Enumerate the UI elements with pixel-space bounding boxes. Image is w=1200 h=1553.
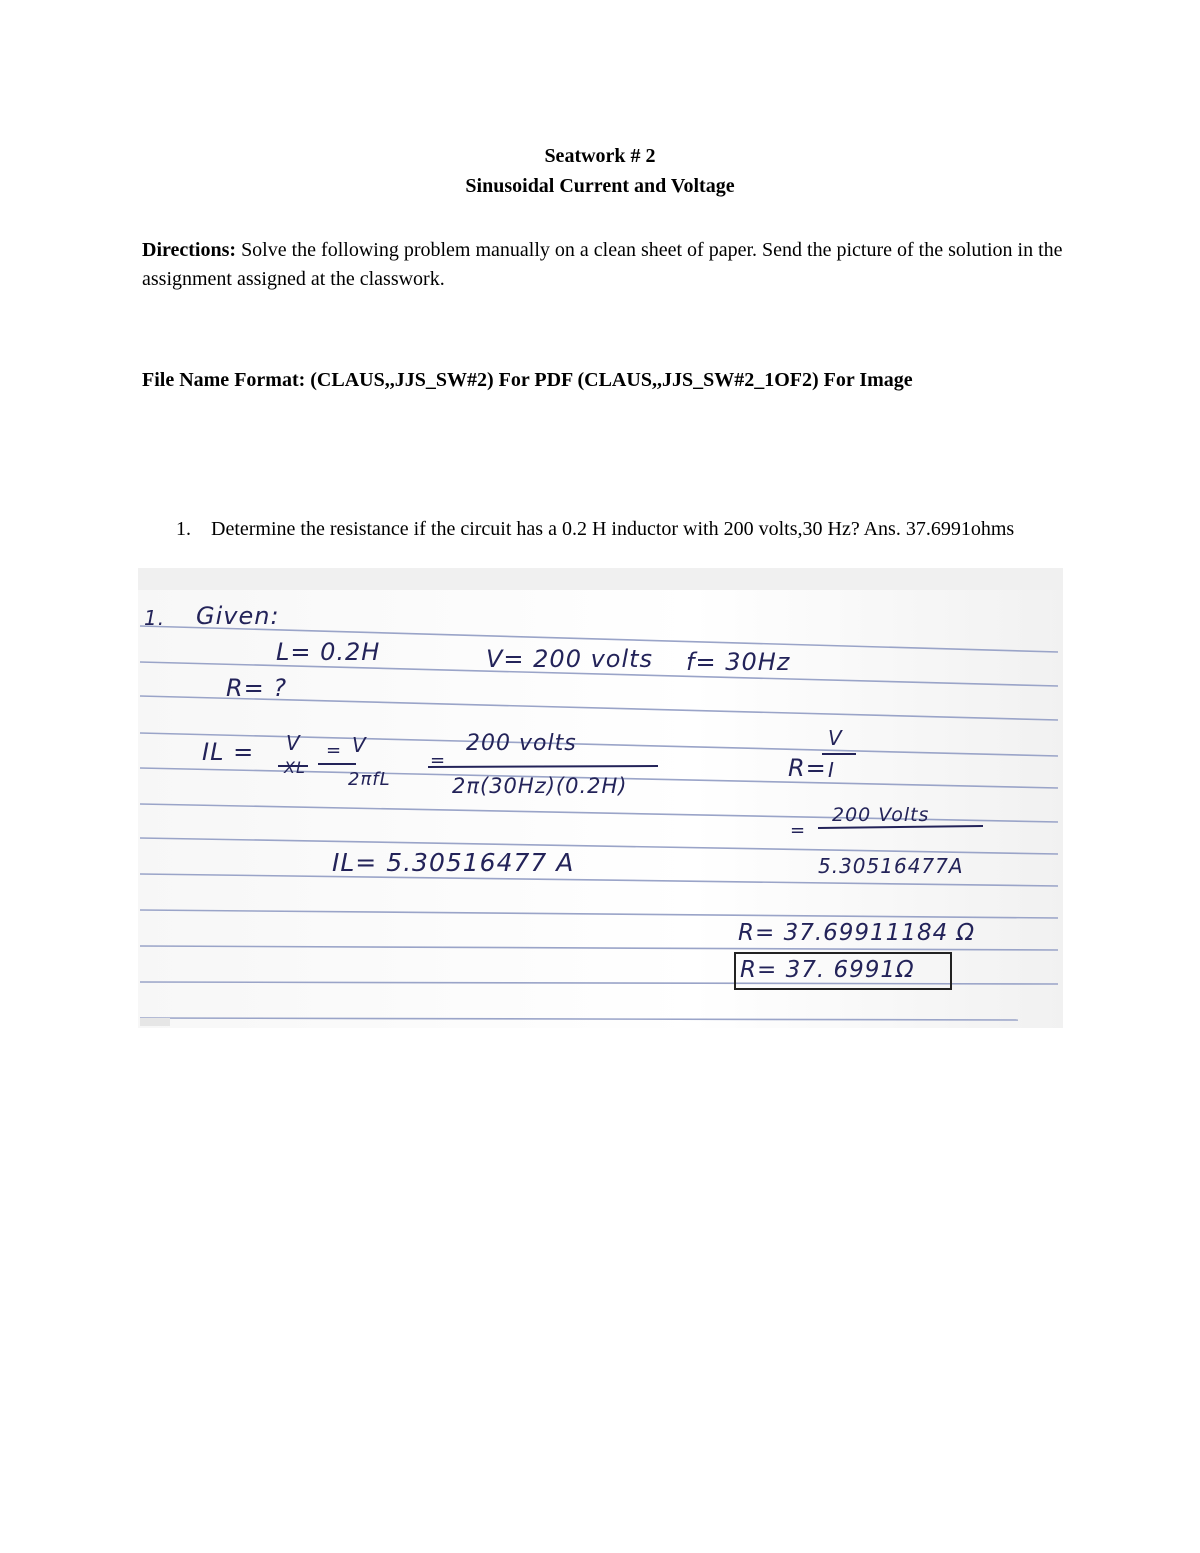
hw-r-result: R= 37.69911184 Ω bbox=[738, 920, 976, 946]
file-name-format: File Name Format: (CLAUS,,JJS_SW#2) For PDF (CLAUS,,JJS_SW#2_1OF2) For Image bbox=[142, 369, 913, 391]
hw-item-number: 1. bbox=[144, 606, 166, 630]
hw-voltage: V= 200 volts bbox=[486, 645, 654, 673]
hw-il-frac2-den: 2πfL bbox=[348, 769, 391, 790]
question-number: 1. bbox=[176, 518, 191, 540]
hw-inductance: L= 0.2H bbox=[276, 638, 381, 666]
directions-paragraph bbox=[142, 236, 1072, 294]
directions-label: Directions: bbox=[142, 239, 237, 261]
hw-il-frac2-num: V bbox=[352, 733, 367, 757]
hw-frequency: f= 30Hz bbox=[686, 648, 791, 676]
question-text: Determine the resistance if the circuit has a 0.2 H inductor with 200 volts,30 Hz? Ans. 37.6991ohms bbox=[211, 518, 1015, 540]
hw-r-final: R= 37. 6991Ω bbox=[740, 957, 915, 983]
hw-il-frac3-den: 2π(30Hz)(0.2H) bbox=[452, 774, 628, 798]
hw-il-result: IL= 5.30516477 A bbox=[332, 848, 575, 877]
page-title: Seatwork # 2 bbox=[544, 145, 656, 167]
handwritten-solution-photo bbox=[138, 568, 1063, 1028]
hw-r-lhs: R= bbox=[788, 754, 827, 782]
hw-r-frac2-num: 200 Volts bbox=[832, 804, 930, 826]
hw-r-frac2-den: 5.30516477A bbox=[818, 854, 964, 878]
directions-text: Solve the following problem manually on a clean sheet of paper. Send the picture of the solution in the assignment assigned at the classwork. bbox=[142, 239, 1063, 290]
hw-given-label: Given: bbox=[196, 602, 280, 630]
hw-r-frac-den: I bbox=[828, 758, 835, 782]
hw-il-eq2: = bbox=[326, 740, 343, 761]
small-mark bbox=[140, 1018, 170, 1026]
question-item bbox=[176, 515, 1056, 544]
hw-r-frac-num: V bbox=[828, 726, 843, 750]
hw-il-frac1-den: XL bbox=[284, 758, 306, 777]
page-subtitle: Sinusoidal Current and Voltage bbox=[465, 175, 735, 197]
hw-resistance-unknown: R= ? bbox=[226, 674, 288, 702]
hw-il-lhs: IL = bbox=[202, 738, 255, 766]
hw-il-eq3: = bbox=[430, 750, 447, 771]
hw-il-frac1-num: V bbox=[286, 731, 301, 755]
hw-il-frac3-num: 200 volts bbox=[466, 731, 577, 756]
hw-r-eq2: = bbox=[790, 820, 807, 841]
